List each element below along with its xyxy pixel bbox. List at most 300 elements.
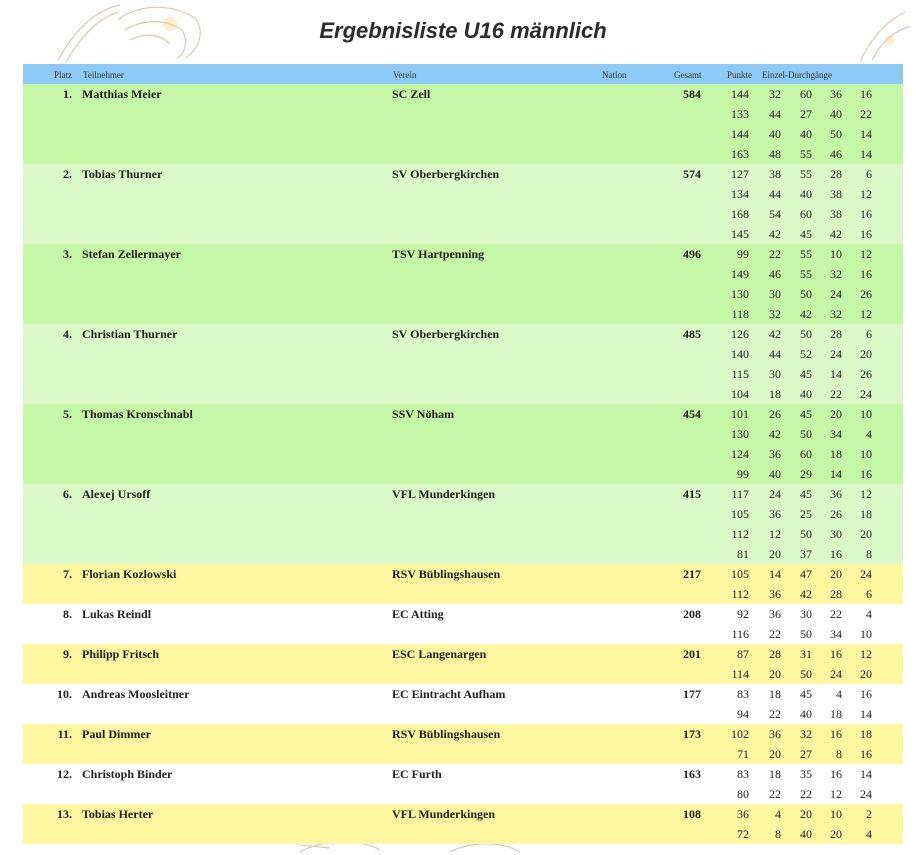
run-value: 12 — [769, 527, 781, 541]
total-score: 201 — [683, 647, 701, 661]
run-value: 48 — [769, 147, 781, 161]
run-points: 83 — [737, 687, 749, 701]
total-score: 454 — [683, 407, 701, 421]
run-value: 28 — [769, 647, 781, 661]
run-value: 6 — [866, 167, 872, 181]
run-line — [723, 584, 903, 604]
table-row — [23, 164, 903, 244]
run-value: 42 — [769, 327, 781, 341]
run-value: 18 — [769, 767, 781, 781]
run-line — [723, 344, 903, 364]
run-value: 36 — [769, 587, 781, 601]
run-value: 16 — [830, 647, 842, 661]
table-row — [23, 484, 903, 564]
run-value: 4 — [866, 827, 872, 841]
total-score: 173 — [683, 727, 701, 741]
run-points: 71 — [737, 747, 749, 761]
run-points: 133 — [731, 107, 749, 121]
runs-list — [723, 84, 903, 164]
run-value: 24 — [830, 667, 842, 681]
run-value: 8 — [775, 827, 781, 841]
run-value: 12 — [830, 787, 842, 801]
run-value: 54 — [769, 207, 781, 221]
run-value: 30 — [800, 607, 812, 621]
platz-cell: 1. — [63, 87, 72, 101]
run-points: 101 — [731, 407, 749, 421]
run-value: 14 — [860, 147, 872, 161]
run-line — [723, 284, 903, 304]
platz-cell: 9. — [63, 647, 72, 661]
run-value: 24 — [860, 787, 872, 801]
table-row — [23, 804, 903, 844]
run-value: 40 — [830, 107, 842, 121]
run-line — [723, 764, 903, 784]
run-line — [723, 144, 903, 164]
platz-cell: 11. — [57, 727, 72, 741]
run-points: 112 — [731, 527, 749, 541]
run-value: 38 — [830, 207, 842, 221]
platz-cell: 12. — [57, 767, 72, 781]
runs-list — [723, 164, 903, 244]
club-name: EC Furth — [392, 767, 442, 781]
run-value: 44 — [769, 187, 781, 201]
run-value: 12 — [860, 247, 872, 261]
run-line — [723, 204, 903, 224]
run-value: 38 — [830, 187, 842, 201]
runs-list — [723, 764, 903, 804]
col-header-nation: Nation — [602, 70, 627, 80]
run-value: 24 — [860, 387, 872, 401]
run-value: 16 — [830, 727, 842, 741]
run-value: 4 — [866, 427, 872, 441]
total-score: 208 — [683, 607, 701, 621]
run-value: 26 — [860, 287, 872, 301]
run-value: 26 — [769, 407, 781, 421]
run-points: 36 — [737, 807, 749, 821]
run-value: 16 — [860, 227, 872, 241]
run-value: 60 — [800, 447, 812, 461]
club-name: EC Eintracht Aufham — [392, 687, 506, 701]
run-line — [723, 104, 903, 124]
run-value: 18 — [830, 707, 842, 721]
run-value: 50 — [800, 427, 812, 441]
platz-cell: 6. — [63, 487, 72, 501]
run-value: 25 — [800, 507, 812, 521]
run-value: 40 — [769, 467, 781, 481]
run-points: 168 — [731, 207, 749, 221]
run-line — [723, 664, 903, 684]
table-row — [23, 764, 903, 804]
club-name: ESC Langenargen — [392, 647, 487, 661]
run-value: 18 — [830, 447, 842, 461]
table-row — [23, 724, 903, 764]
run-value: 14 — [830, 367, 842, 381]
run-value: 50 — [830, 127, 842, 141]
run-points: 115 — [731, 367, 749, 381]
run-points: 130 — [731, 287, 749, 301]
run-line — [723, 384, 903, 404]
run-value: 20 — [769, 667, 781, 681]
run-value: 45 — [800, 407, 812, 421]
run-value: 16 — [860, 687, 872, 701]
run-value: 10 — [860, 627, 872, 641]
run-value: 14 — [769, 567, 781, 581]
run-value: 40 — [800, 707, 812, 721]
run-value: 16 — [860, 87, 872, 101]
run-value: 28 — [830, 327, 842, 341]
run-line — [723, 184, 903, 204]
run-line — [723, 684, 903, 704]
run-value: 40 — [769, 127, 781, 141]
col-header-einzel: Einzel-Durchgänge — [762, 70, 832, 80]
run-line — [723, 264, 903, 284]
run-points: 116 — [731, 627, 749, 641]
runs-list — [723, 244, 903, 324]
run-value: 8 — [836, 747, 842, 761]
run-value: 42 — [800, 587, 812, 601]
run-value: 12 — [860, 487, 872, 501]
run-value: 6 — [866, 587, 872, 601]
run-value: 4 — [866, 607, 872, 621]
club-name: SV Oberbergkirchen — [392, 167, 500, 181]
runs-list — [723, 804, 903, 844]
run-value: 28 — [830, 587, 842, 601]
run-value: 6 — [866, 327, 872, 341]
total-score: 485 — [683, 327, 701, 341]
run-value: 52 — [800, 347, 812, 361]
col-header-gesamt: Gesamt — [674, 70, 702, 80]
run-value: 10 — [830, 247, 842, 261]
run-line — [723, 824, 903, 844]
run-points: 144 — [731, 87, 749, 101]
run-value: 50 — [800, 667, 812, 681]
run-value: 36 — [830, 87, 842, 101]
run-value: 22 — [769, 707, 781, 721]
run-points: 104 — [731, 387, 749, 401]
runs-list — [723, 484, 903, 564]
participant-name: Paul Dimmer — [82, 727, 151, 741]
run-value: 2 — [866, 807, 872, 821]
participant-name: Lukas Reindl — [82, 607, 152, 621]
run-line — [723, 784, 903, 804]
run-value: 55 — [800, 147, 812, 161]
run-line — [723, 424, 903, 444]
platz-cell: 8. — [63, 607, 72, 621]
participant-name: Matthias Meier — [82, 87, 162, 101]
run-value: 55 — [800, 267, 812, 281]
run-value: 20 — [830, 827, 842, 841]
run-value: 16 — [860, 267, 872, 281]
participant-name: Tobias Thurner — [82, 167, 163, 181]
table-row — [23, 564, 903, 604]
run-value: 55 — [800, 167, 812, 181]
platz-cell: 4. — [63, 327, 72, 341]
run-value: 12 — [860, 307, 872, 321]
run-value: 60 — [800, 207, 812, 221]
run-value: 45 — [800, 227, 812, 241]
run-value: 36 — [830, 487, 842, 501]
col-header-teilnehmer: Teilnehmer — [83, 70, 124, 80]
col-header-punkte: Punkte — [727, 70, 753, 80]
run-value: 36 — [769, 447, 781, 461]
run-value: 16 — [860, 467, 872, 481]
run-points: 130 — [731, 427, 749, 441]
run-points: 81 — [737, 547, 749, 561]
platz-cell: 5. — [63, 407, 72, 421]
run-value: 24 — [830, 347, 842, 361]
total-score: 574 — [683, 167, 701, 181]
col-header-platz: Platz — [54, 70, 72, 80]
run-value: 4 — [775, 807, 781, 821]
run-points: 102 — [731, 727, 749, 741]
run-points: 124 — [731, 447, 749, 461]
run-points: 99 — [737, 467, 749, 481]
run-value: 14 — [830, 467, 842, 481]
run-points: 144 — [731, 127, 749, 141]
run-value: 42 — [830, 227, 842, 241]
participant-name: Stefan Zellermayer — [82, 247, 181, 261]
run-value: 32 — [769, 87, 781, 101]
run-value: 20 — [769, 747, 781, 761]
platz-cell: 13. — [57, 807, 72, 821]
run-value: 55 — [800, 247, 812, 261]
run-value: 27 — [800, 107, 812, 121]
page-title: Ergebnisliste U16 männlich — [319, 18, 607, 43]
run-value: 40 — [800, 127, 812, 141]
participant-name: Christian Thurner — [82, 327, 178, 341]
run-value: 10 — [830, 807, 842, 821]
run-value: 42 — [769, 427, 781, 441]
run-line — [723, 324, 903, 344]
run-value: 12 — [860, 647, 872, 661]
runs-list — [723, 724, 903, 764]
run-line — [723, 504, 903, 524]
run-points: 126 — [731, 327, 749, 341]
run-value: 46 — [769, 267, 781, 281]
run-value: 4 — [836, 687, 842, 701]
platz-cell: 10. — [57, 687, 72, 701]
run-value: 28 — [830, 167, 842, 181]
total-score: 217 — [683, 567, 701, 581]
run-value: 14 — [860, 127, 872, 141]
run-points: 149 — [731, 267, 749, 281]
runs-list — [723, 604, 903, 644]
run-value: 36 — [769, 507, 781, 521]
runs-list — [723, 324, 903, 404]
run-value: 31 — [800, 647, 812, 661]
club-name: SC Zell — [392, 87, 431, 101]
table-row — [23, 324, 903, 404]
table-header — [23, 64, 903, 84]
run-value: 20 — [769, 547, 781, 561]
participant-name: Tobias Herter — [82, 807, 154, 821]
run-value: 50 — [800, 287, 812, 301]
run-value: 60 — [800, 87, 812, 101]
run-value: 34 — [830, 427, 842, 441]
run-line — [723, 224, 903, 244]
platz-cell: 2. — [63, 167, 72, 181]
run-line — [723, 364, 903, 384]
run-line — [723, 84, 903, 104]
participant-name: Philipp Fritsch — [82, 647, 160, 661]
table-row — [23, 644, 903, 684]
run-points: 80 — [737, 787, 749, 801]
run-value: 12 — [860, 187, 872, 201]
platz-cell: 3. — [63, 247, 72, 261]
run-points: 163 — [731, 147, 749, 161]
run-value: 22 — [830, 387, 842, 401]
run-value: 40 — [800, 187, 812, 201]
table-row — [23, 404, 903, 484]
run-value: 30 — [769, 367, 781, 381]
run-value: 8 — [866, 547, 872, 561]
run-points: 118 — [731, 307, 749, 321]
run-points: 112 — [731, 587, 749, 601]
run-value: 45 — [800, 487, 812, 501]
run-value: 37 — [800, 547, 812, 561]
run-points: 83 — [737, 767, 749, 781]
run-value: 16 — [830, 547, 842, 561]
run-points: 145 — [731, 227, 749, 241]
participant-name: Andreas Moosleitner — [82, 687, 190, 701]
run-value: 36 — [769, 727, 781, 741]
participant-name: Florian Kozlowski — [82, 567, 177, 581]
table-row — [23, 604, 903, 644]
run-points: 114 — [731, 667, 749, 681]
run-points: 117 — [731, 487, 749, 501]
run-value: 22 — [800, 787, 812, 801]
run-line — [723, 464, 903, 484]
run-value: 20 — [860, 667, 872, 681]
club-name: RSV Büblingshausen — [392, 567, 501, 581]
run-value: 10 — [860, 447, 872, 461]
run-value: 20 — [830, 567, 842, 581]
total-score: 415 — [683, 487, 701, 501]
run-value: 27 — [800, 747, 812, 761]
club-name: VFL Munderkingen — [392, 487, 496, 501]
run-points: 87 — [737, 647, 749, 661]
run-value: 32 — [830, 307, 842, 321]
run-value: 42 — [769, 227, 781, 241]
run-value: 24 — [860, 567, 872, 581]
run-line — [723, 444, 903, 464]
run-value: 34 — [830, 627, 842, 641]
run-line — [723, 124, 903, 144]
run-value: 32 — [769, 307, 781, 321]
run-value: 47 — [800, 567, 812, 581]
run-value: 42 — [800, 307, 812, 321]
club-name: VFL Munderkingen — [392, 807, 496, 821]
run-value: 22 — [830, 607, 842, 621]
run-value: 30 — [769, 287, 781, 301]
table-row — [23, 244, 903, 324]
run-value: 50 — [800, 327, 812, 341]
run-value: 16 — [830, 767, 842, 781]
run-value: 45 — [800, 367, 812, 381]
run-value: 20 — [800, 807, 812, 821]
run-line — [723, 704, 903, 724]
run-value: 16 — [860, 747, 872, 761]
participant-name: Christoph Binder — [82, 767, 173, 781]
run-value: 32 — [800, 727, 812, 741]
run-value: 22 — [769, 627, 781, 641]
run-points: 72 — [737, 827, 749, 841]
total-score: 108 — [683, 807, 701, 821]
run-points: 134 — [731, 187, 749, 201]
run-line — [723, 304, 903, 324]
run-value: 46 — [830, 147, 842, 161]
run-value: 22 — [769, 787, 781, 801]
club-name: TSV Hartpenning — [392, 247, 485, 261]
run-value: 18 — [860, 507, 872, 521]
run-line — [723, 484, 903, 504]
run-value: 20 — [860, 347, 872, 361]
run-value: 22 — [860, 107, 872, 121]
run-value: 20 — [860, 527, 872, 541]
run-value: 40 — [800, 827, 812, 841]
participant-name: Alexej Ursoff — [82, 487, 151, 501]
run-value: 50 — [800, 527, 812, 541]
run-value: 14 — [860, 707, 872, 721]
run-value: 20 — [830, 407, 842, 421]
run-line — [723, 404, 903, 424]
run-value: 35 — [800, 767, 812, 781]
runs-list — [723, 644, 903, 684]
run-value: 24 — [769, 487, 781, 501]
run-points: 99 — [737, 247, 749, 261]
run-value: 10 — [860, 407, 872, 421]
total-score: 584 — [683, 87, 701, 101]
run-value: 44 — [769, 347, 781, 361]
total-score: 496 — [683, 247, 701, 261]
run-line — [723, 804, 903, 824]
results-table — [23, 64, 903, 844]
run-value: 32 — [830, 267, 842, 281]
total-score: 177 — [683, 687, 701, 701]
club-name: SSV Nöham — [392, 407, 455, 421]
run-value: 44 — [769, 107, 781, 121]
run-value: 29 — [800, 467, 812, 481]
runs-list — [723, 564, 903, 604]
club-name: SV Oberbergkirchen — [392, 327, 500, 341]
participant-name: Thomas Kronschnabl — [82, 407, 193, 421]
run-value: 26 — [860, 367, 872, 381]
run-line — [723, 564, 903, 584]
runs-list — [723, 404, 903, 484]
run-value: 26 — [830, 507, 842, 521]
run-value: 18 — [769, 387, 781, 401]
run-line — [723, 164, 903, 184]
run-line — [723, 244, 903, 264]
run-line — [723, 604, 903, 624]
run-value: 36 — [769, 607, 781, 621]
run-points: 105 — [731, 507, 749, 521]
platz-cell: 7. — [63, 567, 72, 581]
run-value: 16 — [860, 207, 872, 221]
run-value: 40 — [800, 387, 812, 401]
runs-list — [723, 684, 903, 724]
run-value: 18 — [769, 687, 781, 701]
run-value: 45 — [800, 687, 812, 701]
run-line — [723, 624, 903, 644]
col-header-verein: Verein — [393, 70, 417, 80]
run-value: 50 — [800, 627, 812, 641]
run-value: 18 — [860, 727, 872, 741]
run-value: 38 — [769, 167, 781, 181]
run-line — [723, 744, 903, 764]
table-row — [23, 84, 903, 164]
run-value: 14 — [860, 767, 872, 781]
